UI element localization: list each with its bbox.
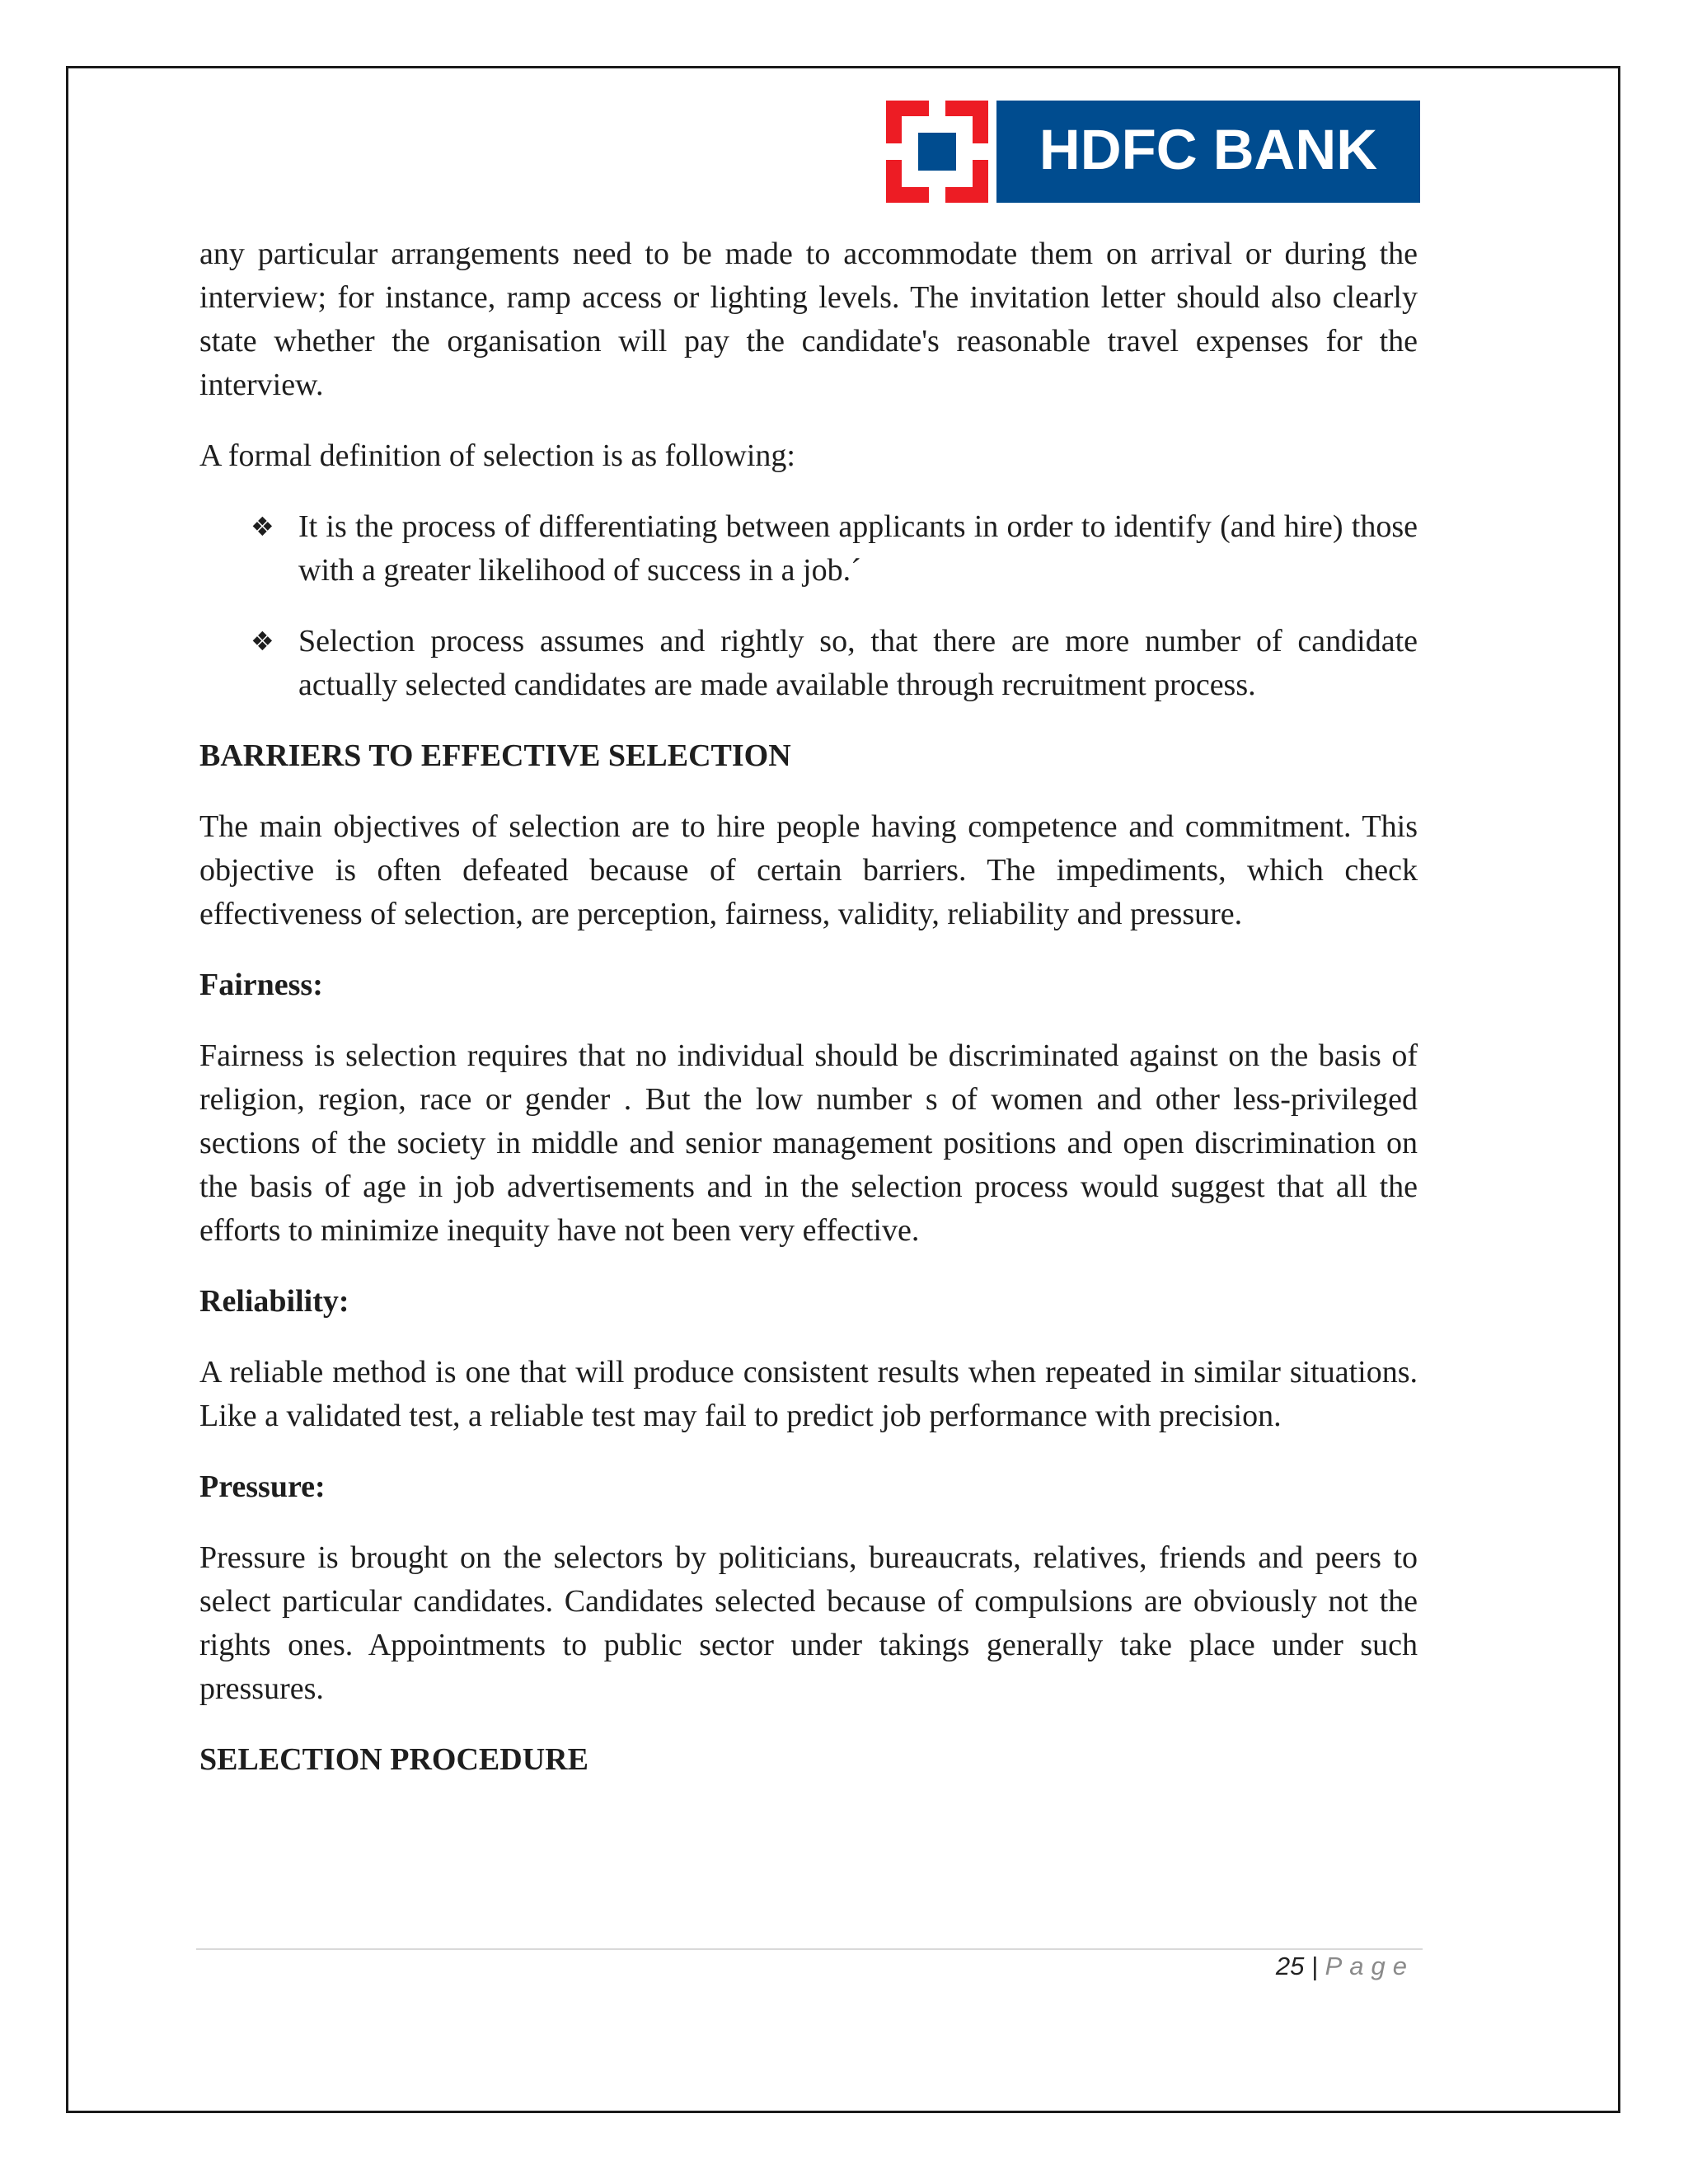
fairness-paragraph: Fairness is selection requires that no individual should be discriminated against on the basis of religion, region, race or gender . But the low number s of women and other less-privileged sections of the society in middle and senior management positions and open discrimination on the basis of age in job advertisements and in the selection process would suggest that all the efforts to minimize inequity have not been very effective. — [199, 1038, 1418, 1248]
diamond-bullet-icon: ❖ — [251, 626, 274, 657]
diamond-bullet-icon: ❖ — [251, 511, 274, 542]
list-item — [199, 505, 1418, 593]
page-label: Page — [1325, 1952, 1414, 1980]
pressure-heading: Pressure: — [199, 1469, 326, 1504]
logo-text: HDFC BANK — [1039, 118, 1378, 181]
document-body — [199, 232, 1418, 1782]
barriers-heading: BARRIERS TO EFFECTIVE SELECTION — [199, 738, 791, 773]
definition-intro: A formal definition of selection is as following: — [199, 438, 795, 473]
page-number-footer — [1203, 1952, 1414, 1981]
barriers-paragraph: The main objectives of selection are to hire people having competence and commitment. This objective is often defeated because of certain barriers. The impediments, which check effectiveness of selection, are perception, fairness, validity, reliability and pressure. — [199, 809, 1418, 931]
fairness-heading: Fairness: — [199, 968, 323, 1002]
list-item-text: Selection process assumes and rightly so, that there are more number of candidate actually selected candidates are made available through recruitment process. — [298, 624, 1418, 702]
hdfc-bank-logo — [886, 101, 1420, 203]
page-separator: | — [1304, 1952, 1325, 1980]
procedure-heading: SELECTION PROCEDURE — [199, 1742, 588, 1777]
footer-divider — [196, 1948, 1423, 1950]
hdfc-logo-mark — [886, 101, 988, 203]
reliability-heading: Reliability: — [199, 1284, 349, 1319]
reliability-paragraph: A reliable method is one that will produce consistent results when repeated in similar situations. Like a validated test, a reliable test may fail to predict job performance with precision. — [199, 1355, 1418, 1433]
list-item-text: It is the process of differentiating between applicants in order to identify (and hire) those with a greater likelihood of success in a job.´ — [298, 509, 1418, 588]
definition-list — [199, 505, 1418, 707]
page-number: 25 — [1275, 1952, 1305, 1980]
pressure-paragraph: Pressure is brought on the selectors by politicians, bureaucrats, relatives, friends and peers to select particular candidates. Candidates selected because of compulsions are obviously not the rights ones. Appointments to public sector under takings generally take place under such pressures. — [199, 1540, 1418, 1706]
intro-paragraph: any particular arrangements need to be made to accommodate them on arrival or during the interview; for instance, ramp access or lighting levels. The invitation letter should also clearly state whether the organisation will pay the candidate's reasonable travel expenses for the interview. — [199, 237, 1418, 402]
list-item — [199, 620, 1418, 707]
